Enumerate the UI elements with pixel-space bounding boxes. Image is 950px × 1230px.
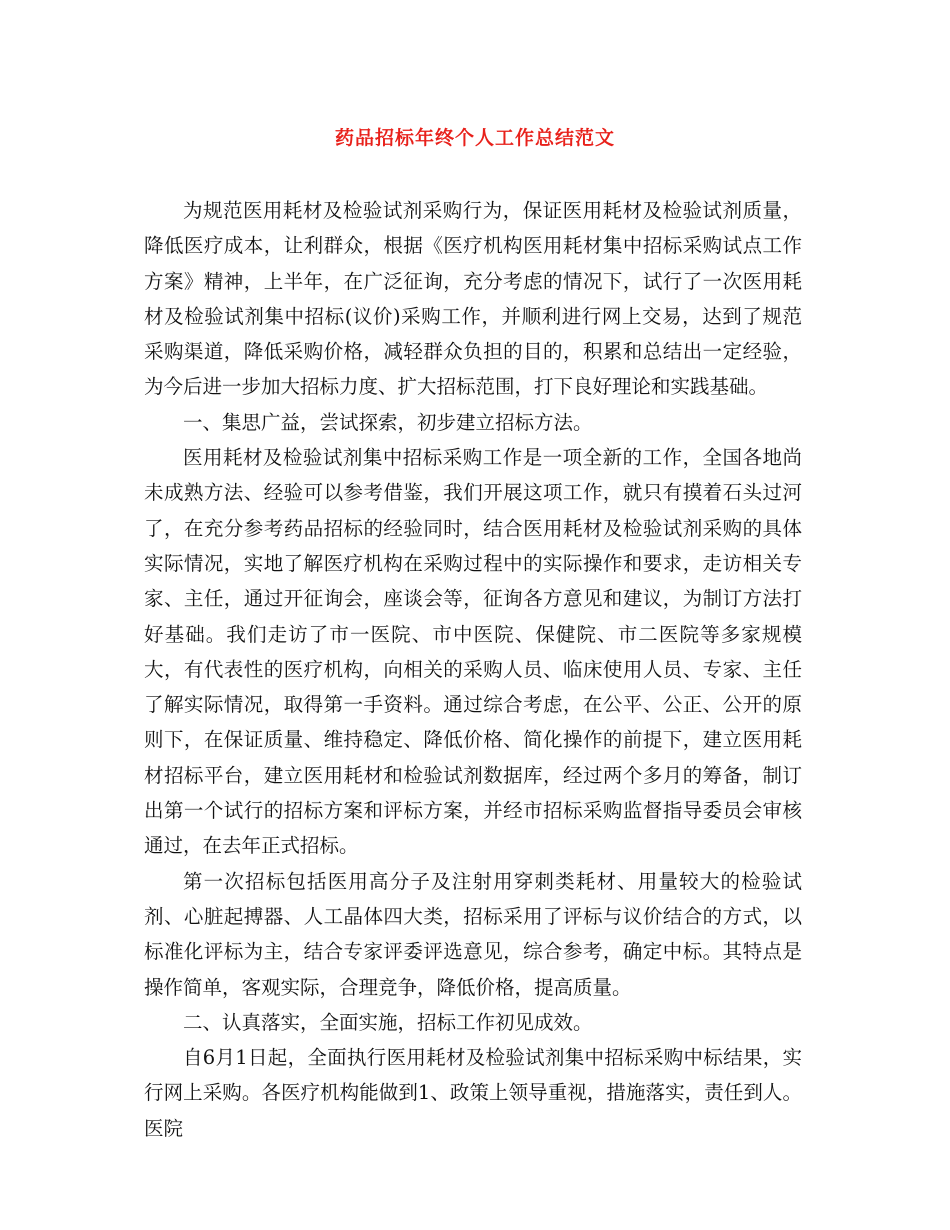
paragraph-first-tender: 第一次招标包括医用高分子及注射用穿刺类耗材、用量较大的检验试剂、心脏起搏器、人工晶体四大类，招标采用了评标与议价结合的方式，以标准化评标为主，结合专家评委评选意见，综合参考，确定中标。其特点是操作简单，客观实际，合理竞争，降低价格，提高质量。 — [144, 869, 802, 999]
section-heading-2: 二、认真落实，全面实施，招标工作初见成效。 — [183, 1010, 593, 1034]
document-title: 药品招标年终个人工作总结范文 — [334, 127, 615, 149]
paragraph-section-2-detail: 自6月1日起，全面执行医用耗材及检验试剂集中招标采购中标结果，实行网上采购。各医疗机构能做到1、政策上领导重视，措施落实，责任到人。医院 — [144, 1046, 802, 1140]
paragraph-section-1-detail: 医用耗材及检验试剂集中招标采购工作是一项全新的工作，全国各地尚未成熟方法、经验可以参考借鉴，我们开展这项工作，就只有摸着石头过河了，在充分参考药品招标的经验同时，结合医用耗材及检验试剂采购的具体实际情况，实地了解医疗机构在采购过程中的实际操作和要求，走访相关专家、主任，通过开征询会，座谈会等，征询各方意见和建议，为制订方法打好基础。我们走访了市一医院、市中医院、保健院、市二医院等多家规模大，有代表性的医疗机构，向相关的采购人员、临床使用人员、专家、主任了解实际情况，取得第一手资料。通过综合考虑，在公平、公正、公开的原则下，在保证质量、维持稳定、降低价格、简化操作的前提下，建立医用耗材招标平台，建立医用耗材和检验试剂数据库，经过两个多月的筹备，制订出第一个试行的招标方案和评标方案，并经市招标采购监督指导委员会审核通过，在去年正式招标。 — [144, 446, 802, 858]
document-body — [144, 193, 802, 1146]
section-heading-1: 一、集思广益，尝试探索，初步建立招标方法。 — [183, 410, 593, 434]
paragraph-intro: 为规范医用耗材及检验试剂采购行为，保证医用耗材及检验试剂质量，降低医疗成本，让利群众，根据《医疗机构医用耗材集中招标采购试点工作方案》精神，上半年，在广泛征询，充分考虑的情况下，试行了一次医用耗材及检验试剂集中招标(议价)采购工作，并顺利进行网上交易，达到了规范采购渠道，降低采购价格，减轻群众负担的目的，积累和总结出一定经验，为今后进一步加大招标力度、扩大招标范围，打下良好理论和实践基础。 — [144, 199, 802, 399]
